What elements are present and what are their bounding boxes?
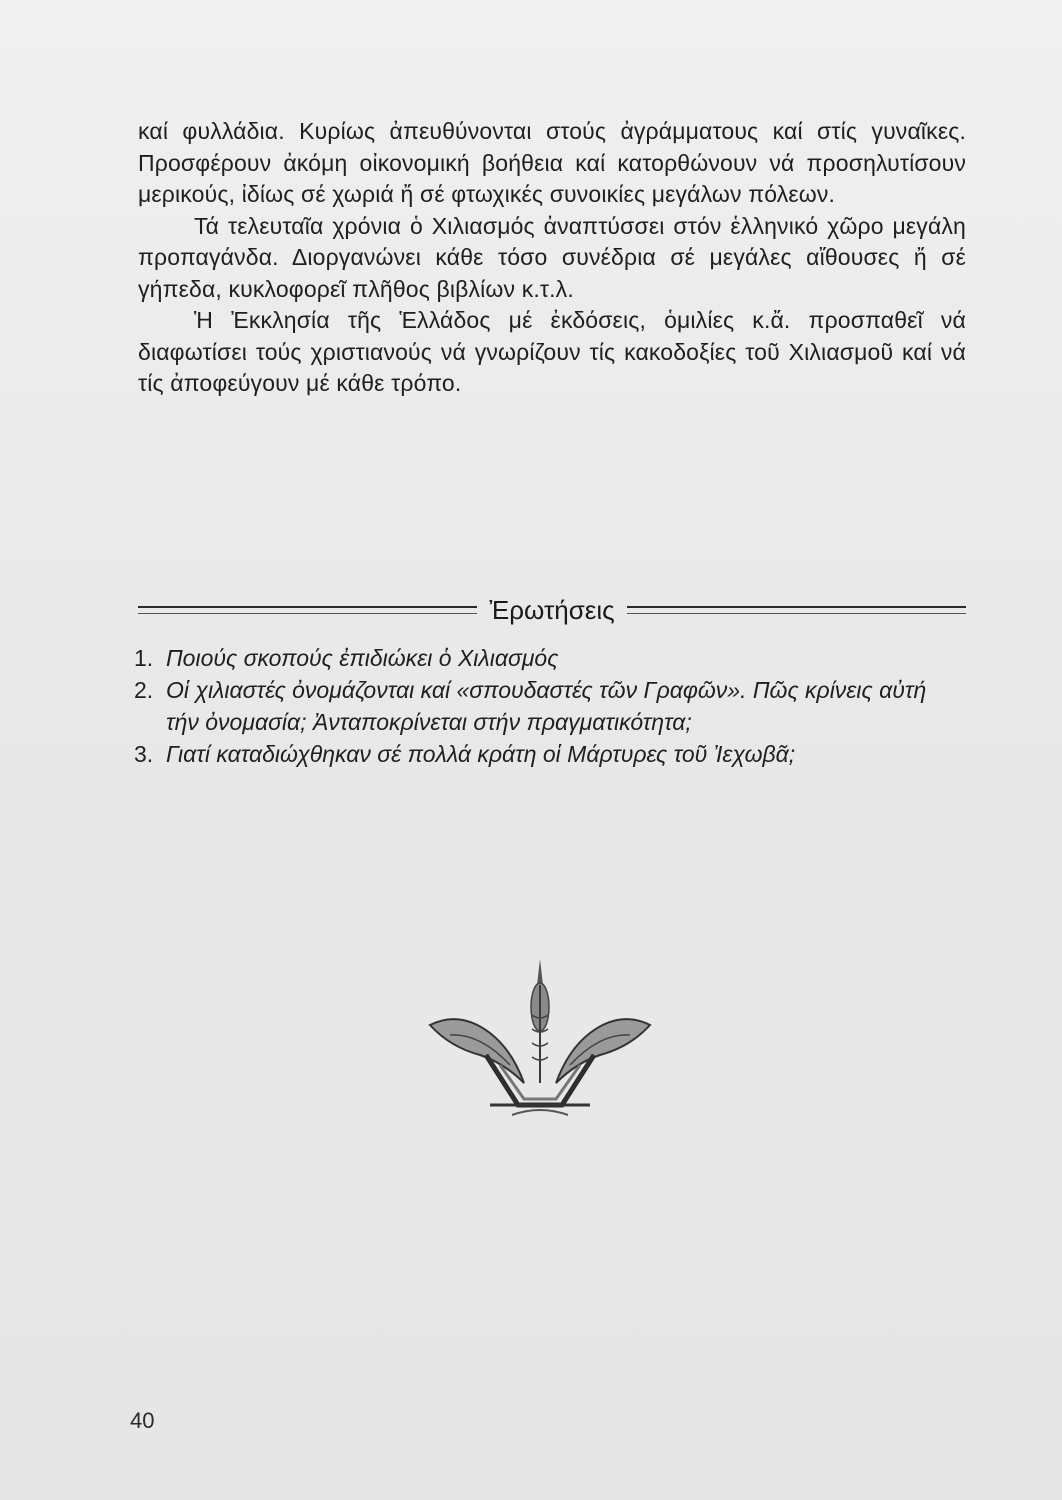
divider-right (627, 606, 966, 614)
wheat-ornament-icon (420, 955, 660, 1125)
question-text: Οἱ χιλιαστές ὀνομάζονται καί «σπουδαστές τῶν Γραφῶν». Πῶς κρίνεις αὐτή τήν ὀνομασία; Ἀνταποκρίνεται στήν πραγματικότητα; (166, 677, 927, 735)
questions-header (138, 590, 966, 630)
question-item (134, 642, 964, 674)
questions-title: Ἐρωτήσεις (489, 594, 615, 625)
question-item (134, 674, 964, 738)
questions-list (134, 642, 964, 770)
paragraph: καί φυλλάδια. Κυρίως ἀπευθύνονται στούς ἀγράμματους καί στίς γυναῖκες. Προσφέρουν ἀκόμη οἰκονομική βοήθεια καί κατορθώνουν νά προσηλυτίσουν μερικούς, ἰδίως σέ χωριά ἤ σέ φτωχικές συνοικίες μεγάλων πόλεων. (138, 118, 966, 207)
question-text: Ποιούς σκοπούς ἐπιδιώκει ὁ Χιλιασμός (166, 645, 559, 671)
divider-left (138, 606, 477, 614)
question-text: Γιατί καταδιώχθηκαν σέ πολλά κράτη οἱ Μάρτυρες τοῦ Ἰεχωβᾶ; (166, 741, 796, 767)
question-number: 3. (134, 741, 154, 767)
question-number: 1. (134, 645, 154, 671)
paragraph: Τά τελευταῖα χρόνια ὁ Χιλιασμός ἀναπτύσσει στόν ἑλληνικό χῶρο μεγάλη προπαγάνδα. Διοργανώνει κάθε τόσο συνέδρια σέ μεγάλες αἴθουσες ἤ σέ γήπεδα, κυκλοφορεῖ πλῆθος βιβλίων κ.τ.λ. (138, 212, 966, 302)
question-number: 2. (134, 677, 154, 703)
paragraph: Ἡ Ἐκκλησία τῆς Ἑλλάδος μέ ἐκδόσεις, ὁμιλίες κ.ἄ. προσπαθεῖ νά διαφωτίσει τούς χριστιανούς νά γνωρίζουν τίς κακοδοξίες τοῦ Χιλιασμοῦ καί νά τίς ἀποφεύγουν μέ κάθε τρόπο. (138, 307, 966, 396)
page-number: 40 (130, 1408, 155, 1433)
body-text (138, 116, 966, 400)
question-item (134, 738, 964, 770)
